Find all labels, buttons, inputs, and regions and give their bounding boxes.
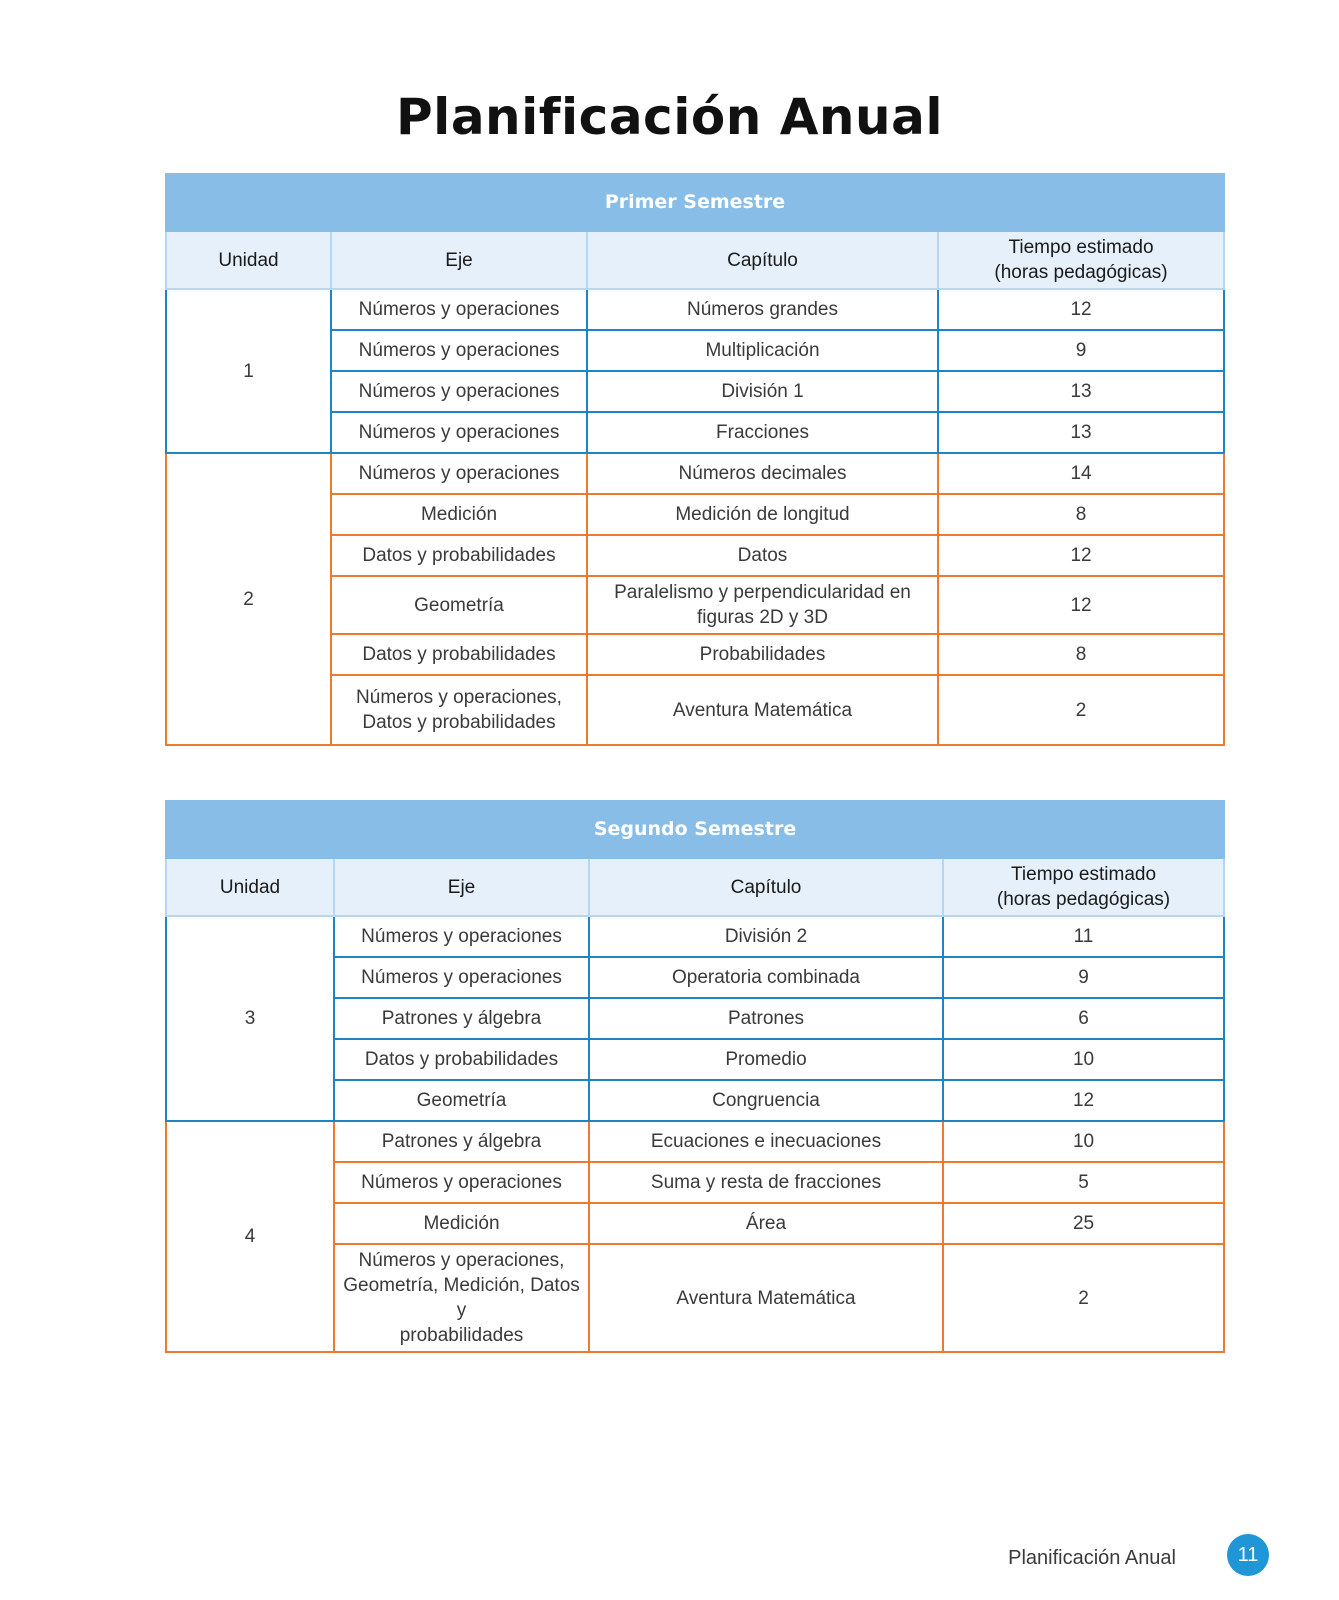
eje-cell bbox=[334, 1244, 589, 1352]
column-header-tiempo bbox=[943, 858, 1224, 916]
capitulo-cell: Datos bbox=[587, 535, 938, 576]
eje-line2: Datos y probabilidades bbox=[362, 712, 556, 733]
eje-cell: Medición bbox=[334, 1203, 589, 1244]
column-header-tiempo-line1: Tiempo estimado bbox=[1008, 237, 1154, 258]
table-row bbox=[166, 453, 1224, 494]
capitulo-cell: Promedio bbox=[589, 1039, 943, 1080]
unit-number: 2 bbox=[166, 453, 331, 745]
column-header-unidad: Unidad bbox=[166, 858, 334, 916]
capitulo-cell: Ecuaciones e inecuaciones bbox=[589, 1121, 943, 1162]
capitulo-cell: Fracciones bbox=[587, 412, 938, 453]
horas-cell: 8 bbox=[938, 494, 1224, 535]
footer-label: Planificación Anual bbox=[1008, 1547, 1176, 1569]
horas-cell: 14 bbox=[938, 453, 1224, 494]
horas-cell: 2 bbox=[943, 1244, 1224, 1352]
capitulo-cell: Área bbox=[589, 1203, 943, 1244]
capitulo-cell: División 1 bbox=[587, 371, 938, 412]
eje-cell: Geometría bbox=[331, 576, 587, 634]
column-header-capitulo: Capítulo bbox=[589, 858, 943, 916]
eje-line1: Números y operaciones, bbox=[358, 1250, 565, 1271]
column-header-unidad: Unidad bbox=[166, 231, 331, 289]
unit-number: 3 bbox=[166, 916, 334, 1121]
capitulo-cell: División 2 bbox=[589, 916, 943, 957]
table-row bbox=[166, 1121, 1224, 1162]
horas-cell: 12 bbox=[938, 576, 1224, 634]
horas-cell: 10 bbox=[943, 1039, 1224, 1080]
eje-cell: Números y operaciones bbox=[334, 916, 589, 957]
horas-cell: 13 bbox=[938, 412, 1224, 453]
column-header-eje: Eje bbox=[331, 231, 587, 289]
eje-cell: Números y operaciones bbox=[334, 1162, 589, 1203]
capitulo-cell bbox=[587, 576, 938, 634]
eje-cell: Patrones y álgebra bbox=[334, 1121, 589, 1162]
capitulo-cell: Aventura Matemática bbox=[589, 1244, 943, 1352]
capitulo-cell: Aventura Matemática bbox=[587, 675, 938, 745]
column-header-eje: Eje bbox=[334, 858, 589, 916]
horas-cell: 9 bbox=[943, 957, 1224, 998]
eje-cell: Datos y probabilidades bbox=[334, 1039, 589, 1080]
horas-cell: 8 bbox=[938, 634, 1224, 675]
eje-cell: Números y operaciones bbox=[334, 957, 589, 998]
eje-cell: Números y operaciones bbox=[331, 289, 587, 330]
horas-cell: 9 bbox=[938, 330, 1224, 371]
horas-cell: 10 bbox=[943, 1121, 1224, 1162]
horas-cell: 25 bbox=[943, 1203, 1224, 1244]
page-title: Planificación Anual bbox=[396, 88, 943, 146]
eje-cell: Números y operaciones bbox=[331, 412, 587, 453]
capitulo-line2: figuras 2D y 3D bbox=[697, 607, 828, 628]
semester-title: Segundo Semestre bbox=[166, 801, 1224, 858]
semester-title: Primer Semestre bbox=[166, 174, 1224, 231]
second-semester-table bbox=[165, 800, 1225, 1353]
eje-line1: Números y operaciones, bbox=[356, 687, 562, 708]
eje-cell: Números y operaciones bbox=[331, 330, 587, 371]
unit-number: 4 bbox=[166, 1121, 334, 1352]
horas-cell: 12 bbox=[943, 1080, 1224, 1121]
capitulo-cell: Congruencia bbox=[589, 1080, 943, 1121]
horas-cell: 2 bbox=[938, 675, 1224, 745]
capitulo-cell: Probabilidades bbox=[587, 634, 938, 675]
capitulo-line1: Paralelismo y perpendicularidad en bbox=[614, 582, 911, 603]
table-row bbox=[166, 289, 1224, 330]
capitulo-cell: Números decimales bbox=[587, 453, 938, 494]
capitulo-cell: Números grandes bbox=[587, 289, 938, 330]
capitulo-cell: Patrones bbox=[589, 998, 943, 1039]
horas-cell: 5 bbox=[943, 1162, 1224, 1203]
capitulo-cell: Suma y resta de fracciones bbox=[589, 1162, 943, 1203]
eje-cell: Números y operaciones bbox=[331, 371, 587, 412]
page-number-badge: 11 bbox=[1227, 1534, 1269, 1576]
eje-cell: Datos y probabilidades bbox=[331, 634, 587, 675]
horas-cell: 13 bbox=[938, 371, 1224, 412]
eje-cell: Patrones y álgebra bbox=[334, 998, 589, 1039]
horas-cell: 6 bbox=[943, 998, 1224, 1039]
column-header-tiempo-line2: (horas pedagógicas) bbox=[996, 889, 1171, 910]
capitulo-cell: Operatoria combinada bbox=[589, 957, 943, 998]
capitulo-cell: Medición de longitud bbox=[587, 494, 938, 535]
capitulo-cell: Multiplicación bbox=[587, 330, 938, 371]
column-header-tiempo-line2: (horas pedagógicas) bbox=[994, 262, 1168, 283]
horas-cell: 12 bbox=[938, 535, 1224, 576]
unit-number: 1 bbox=[166, 289, 331, 453]
horas-cell: 11 bbox=[943, 916, 1224, 957]
eje-cell bbox=[331, 675, 587, 745]
eje-line2: Geometría, Medición, Datos y bbox=[343, 1275, 580, 1321]
column-header-tiempo bbox=[938, 231, 1224, 289]
eje-line3: probabilidades bbox=[399, 1325, 524, 1346]
column-header-tiempo-line1: Tiempo estimado bbox=[1011, 864, 1157, 885]
eje-cell: Geometría bbox=[334, 1080, 589, 1121]
first-semester-table bbox=[165, 173, 1225, 746]
eje-cell: Datos y probabilidades bbox=[331, 535, 587, 576]
horas-cell: 12 bbox=[938, 289, 1224, 330]
table-row bbox=[166, 916, 1224, 957]
eje-cell: Números y operaciones bbox=[331, 453, 587, 494]
eje-cell: Medición bbox=[331, 494, 587, 535]
column-header-capitulo: Capítulo bbox=[587, 231, 938, 289]
